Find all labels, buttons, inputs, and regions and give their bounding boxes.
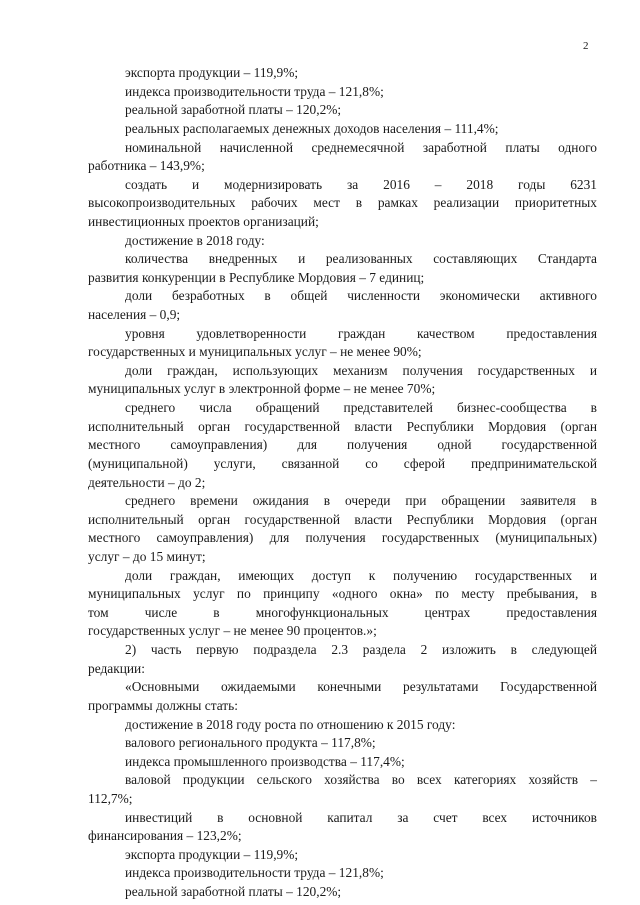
text-line: программы должны стать: — [88, 697, 238, 713]
text-line: государственных и муниципальных услуг – не менее 90%; — [88, 344, 422, 360]
text-line: реальной заработной платы – 120,2%; — [125, 102, 342, 118]
text-line: 2) часть первую подраздела 2.3 раздела 2 изложить в следующей — [125, 642, 597, 657]
text-line: исполнительный орган государственной власти Республики Мордовия (орган — [88, 511, 597, 527]
text-line: местного самоуправления) для получения одной государственной — [88, 437, 597, 453]
text-line: «Основными ожидаемыми конечными результатами Государственной — [125, 679, 597, 695]
text-line: доли граждан, имеющих доступ к получению государственных и — [125, 567, 597, 583]
text-line: работника – 143,9%; — [88, 158, 205, 174]
text-line: 112,7%; — [88, 790, 133, 806]
text-line: достижение в 2018 году роста по отношению к 2015 году: — [125, 716, 456, 732]
text-line: количества внедренных и реализованных составляющих Стандарта — [125, 251, 597, 267]
text-line: деятельности – до 2; — [88, 474, 206, 490]
text-line: индекса промышленного производства – 117,4%; — [125, 753, 405, 769]
text-line: индекса производительности труда – 121,8%; — [125, 83, 384, 99]
text-line: достижение в 2018 году: — [125, 232, 265, 248]
text-line: номинальной начисленной среднемесячной заработной платы одного — [125, 139, 597, 155]
text-line: реальной заработной платы – 120,2%; — [125, 884, 342, 899]
text-line: реальных располагаемых денежных доходов населения – 111,4%; — [125, 120, 499, 136]
text-line: услуг – до 15 минут; — [88, 549, 206, 564]
text-line: том числе в многофункциональных центрах предоставления — [88, 604, 597, 620]
text-line: (муниципальной) услуги, связанной со сферой предпринимательской — [88, 455, 597, 471]
text-line: среднего числа обращений представителей бизнес-сообщества в — [125, 400, 597, 415]
page-number: 2 — [583, 40, 589, 52]
text-line: уровня удовлетворенности граждан качеством предоставления — [125, 325, 597, 341]
text-line: экспорта продукции – 119,9%; — [125, 65, 299, 80]
text-line: муниципальных услуг по принципу «одного окна» по месту пребывания, в — [88, 586, 597, 602]
text-line: индекса производительности труда – 121,8%; — [125, 865, 384, 881]
text-line: валового регионального продукта – 117,8%; — [125, 735, 376, 751]
text-line: создать и модернизировать за 2016 – 2018 годы 6231 — [125, 176, 597, 192]
text-line: редакции: — [88, 660, 145, 676]
text-line: государственных услуг – не менее 90 процентов.»; — [88, 623, 377, 639]
text-line: развития конкуренции в Республике Мордовия – 7 единиц; — [88, 269, 425, 285]
text-line: высокопроизводительных рабочих мест в рамках реализации приоритетных — [88, 195, 597, 211]
text-line: населения – 0,9; — [88, 307, 181, 322]
text-line: среднего времени ожидания в очереди при обращении заявителя в — [125, 493, 597, 509]
text-line: доли граждан, использующих механизм получения государственных и — [125, 362, 597, 378]
text-line: доли безработных в общей численности экономически активного — [125, 288, 597, 304]
text-line: местного самоуправления) для получения государственных (муниципальных) — [88, 530, 597, 546]
text-line: инвестиционных проектов организаций; — [88, 213, 319, 229]
text-line: муниципальных услуг в электронной форме – не менее 70%; — [88, 381, 436, 397]
text-line: валовой продукции сельского хозяйства во всех категориях хозяйств – — [125, 772, 597, 788]
text-line: исполнительный орган государственной власти Республики Мордовия (орган — [88, 418, 597, 434]
text-line: инвестиций в основной капитал за счет всех источников — [125, 809, 597, 825]
text-line: экспорта продукции – 119,9%; — [125, 846, 299, 862]
text-line: финансирования – 123,2%; — [88, 828, 242, 844]
